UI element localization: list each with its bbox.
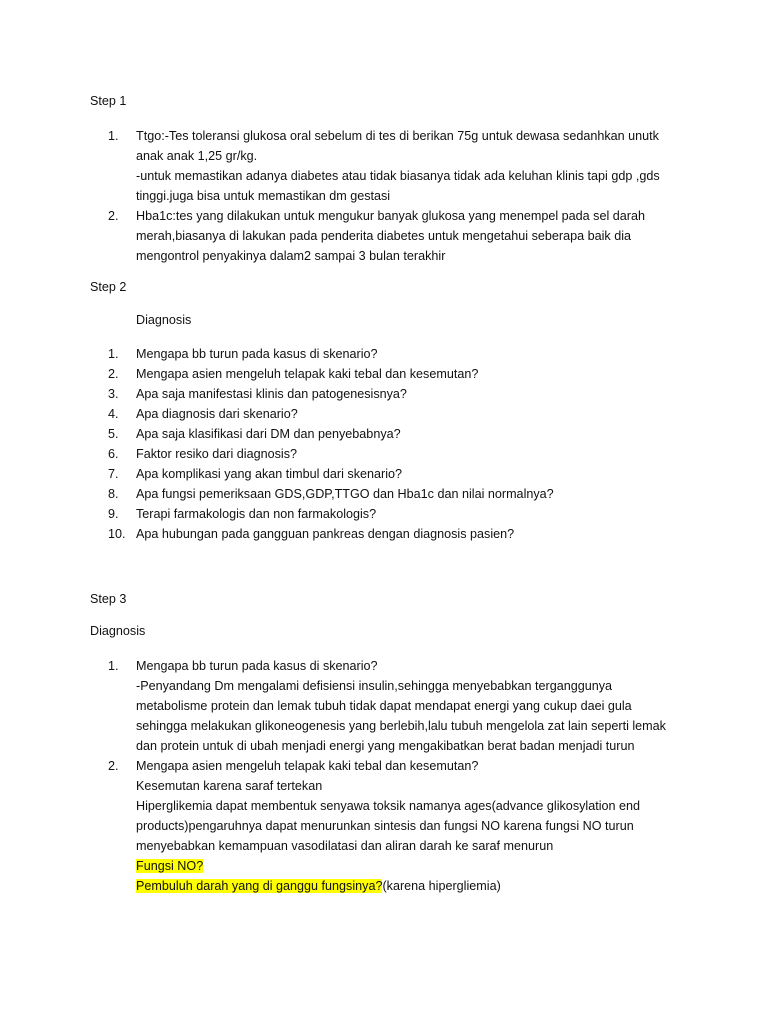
list-item — [108, 756, 668, 896]
text-line: Mengapa asien mengeluh telapak kaki tebal dan kesemutan? — [136, 759, 479, 773]
list-item — [108, 384, 668, 404]
list-number: 1. — [108, 347, 119, 361]
list-text — [136, 126, 668, 206]
list-number: 4. — [108, 407, 119, 421]
text-line: anak anak 1,25 gr/kg. — [136, 149, 258, 163]
highlighted-question: Fungsi NO? — [136, 859, 204, 873]
list-item — [108, 206, 668, 266]
list-text: Apa saja klasifikasi dari DM dan penyebabnya? — [136, 427, 401, 441]
list-item — [108, 504, 668, 524]
list-item — [108, 424, 668, 444]
list-number: 2. — [108, 367, 119, 381]
list-text: Apa hubungan pada gangguan pankreas dengan diagnosis pasien? — [136, 527, 515, 541]
text-line: Mengapa bb turun pada kasus di skenario? — [136, 659, 378, 673]
step1-heading: Step 1 — [90, 94, 127, 108]
text-line: Ttgo:-Tes toleransi glukosa oral sebelum di tes di berikan 75g untuk dewasa sedanhkan unutk — [136, 129, 659, 143]
list-item — [108, 364, 668, 384]
step3-heading: Step 3 — [90, 592, 127, 606]
step2-heading: Step 2 — [90, 280, 127, 294]
text-line: Hba1c:tes yang dilakukan untuk mengukur banyak glukosa yang menempel pada sel darah — [136, 209, 645, 223]
text-line: dan protein untuk di ubah menjadi energi yang mengakibatkan berat badan menjadi turun — [136, 739, 635, 753]
list-text: Apa fungsi pemeriksaan GDS,GDP,TTGO dan Hba1c dan nilai normalnya? — [136, 487, 554, 501]
list-item — [108, 656, 668, 756]
list-text: Apa diagnosis dari skenario? — [136, 407, 298, 421]
list-number: 2. — [108, 759, 119, 773]
text-line: sehingga melakukan glikoneogenesis yang berlebih,lalu tubuh mengelola zat lain seperti lemak — [136, 719, 666, 733]
step2-subheading: Diagnosis — [136, 313, 192, 327]
text-line: products)pengaruhnya dapat menurunkan sintesis dan fungsi NO karena fungsi NO turun — [136, 819, 634, 833]
text-line: -Penyandang Dm mengalami defisiensi insulin,sehingga menyebabkan terganggunya — [136, 679, 613, 693]
list-number: 10. — [108, 527, 126, 541]
list-number: 1. — [108, 129, 119, 143]
list-number: 7. — [108, 467, 119, 481]
text-line: menyebabkan kemampuan vasodilatasi dan aliran darah ke saraf menurun — [136, 839, 554, 853]
list-text — [136, 656, 668, 756]
list-item — [108, 524, 668, 544]
list-number: 9. — [108, 507, 119, 521]
list-text: Faktor resiko dari diagnosis? — [136, 447, 297, 461]
list-item — [108, 404, 668, 424]
highlight-line — [136, 856, 668, 876]
list-number: 5. — [108, 427, 119, 441]
text-line: Hiperglikemia dapat membentuk senyawa toksik namanya ages(advance glikosylation end — [136, 799, 641, 813]
text-line: merah,biasanya di lakukan pada penderita diabetes untuk mengetahui seberapa baik dia — [136, 229, 631, 243]
text-line: -untuk memastikan adanya diabetes atau tidak biasanya tidak ada keluhan klinis tapi gdp ,gds — [136, 169, 660, 183]
list-item — [108, 464, 668, 484]
highlighted-question: Pembuluh darah yang di ganggu fungsinya? — [136, 879, 383, 893]
step2-list — [108, 344, 668, 544]
list-number: 6. — [108, 447, 119, 461]
list-text — [136, 756, 668, 896]
list-text: Apa komplikasi yang akan timbul dari skenario? — [136, 467, 403, 481]
list-item — [108, 126, 668, 206]
text-line: metabolisme protein dan lemak tubuh tidak dapat mendapat energi yang cukup daei gula — [136, 699, 632, 713]
list-number: 8. — [108, 487, 119, 501]
list-text: Terapi farmakologis dan non farmakologis? — [136, 507, 377, 521]
list-number: 3. — [108, 387, 119, 401]
list-number: 2. — [108, 209, 119, 223]
text-line: tinggi.juga bisa untuk memastikan dm gestasi — [136, 189, 391, 203]
list-number: 1. — [108, 659, 119, 673]
list-item — [108, 344, 668, 364]
text-line: Kesemutan karena saraf tertekan — [136, 779, 323, 793]
step3-subheading: Diagnosis — [90, 624, 146, 638]
list-item — [108, 444, 668, 464]
highlight-line — [136, 876, 668, 896]
step3-list — [108, 656, 668, 896]
list-text: Mengapa asien mengeluh telapak kaki tebal dan kesemutan? — [136, 367, 479, 381]
list-item — [108, 484, 668, 504]
list-text — [136, 206, 668, 266]
list-text: Apa saja manifestasi klinis dan patogenesisnya? — [136, 387, 407, 401]
list-text: Mengapa bb turun pada kasus di skenario? — [136, 347, 378, 361]
note-text: (karena hipergliemia) — [382, 879, 501, 893]
text-line: mengontrol penyakinya dalam2 sampai 3 bulan terakhir — [136, 249, 446, 263]
step1-list — [108, 126, 668, 266]
